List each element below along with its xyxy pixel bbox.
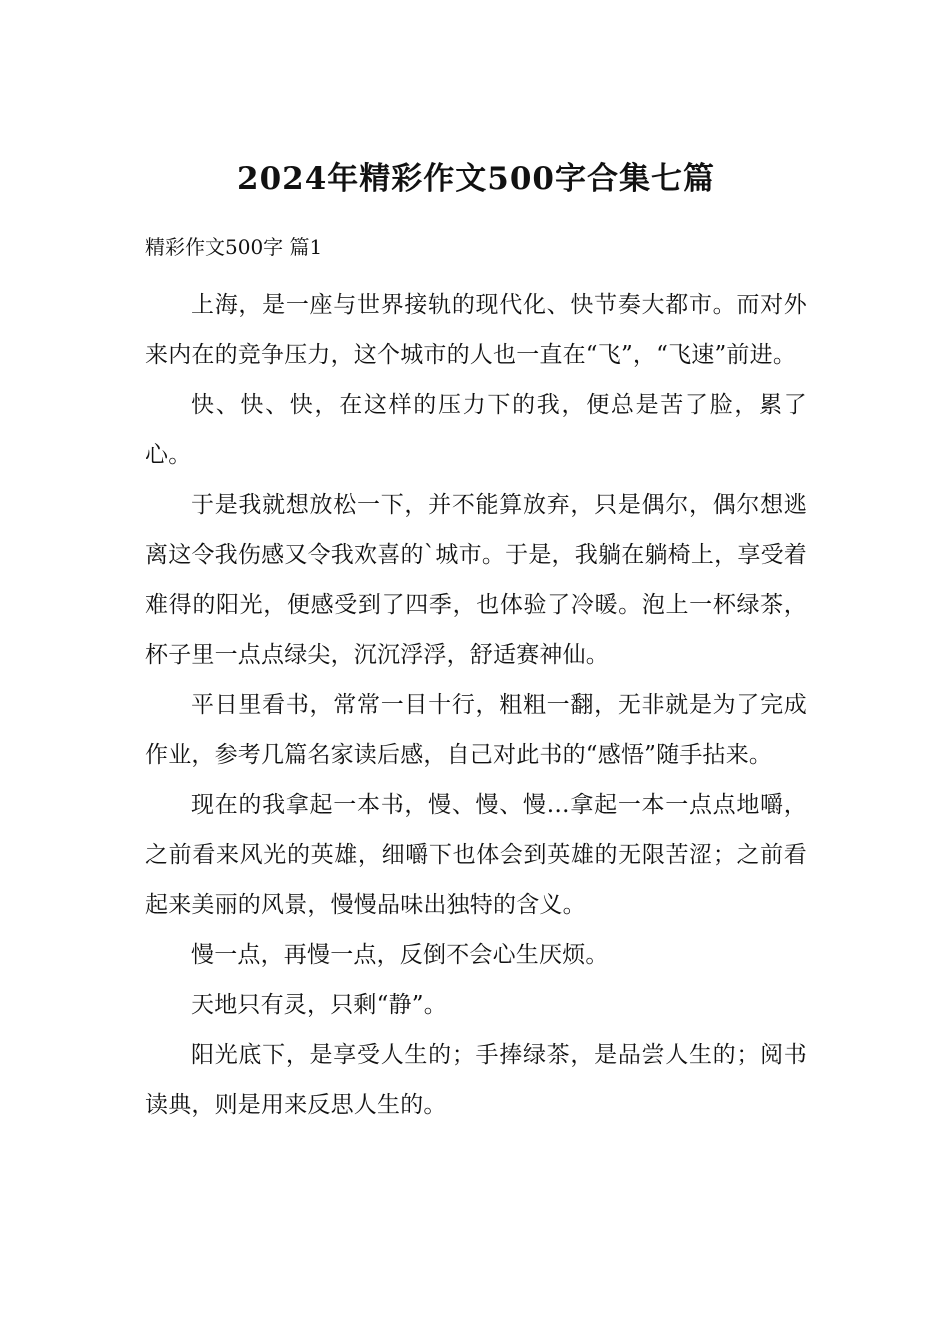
paragraph: 现在的我拿起一本书，慢、慢、慢…拿起一本一点点地嚼，之前看来风光的英雄，细嚼下也体会到英雄的无限苦涩；之前看起来美丽的风景，慢慢品味出独特的含义。: [145, 792, 807, 918]
document-title: 2024年精彩作文500字合集七篇: [237, 160, 715, 197]
paragraph: 慢一点，再慢一点，反倒不会心生厌烦。: [191, 942, 609, 968]
paragraph: 阳光底下，是享受人生的；手捧绿茶，是品尝人生的；阅书读典，则是用来反思人生的。: [145, 1042, 807, 1118]
paragraph: 于是我就想放松一下，并不能算放弃，只是偶尔，偶尔想逃离这令我伤感又令我欢喜的`城市。于是，我躺在躺椅上，享受着难得的阳光，便感受到了四季，也体验了冷暖。泡上一杯绿茶，杯子里一点点绿尖，沉沉浮浮，舒适赛神仙。: [145, 492, 807, 668]
paragraph: 天地只有灵，只剩“静”。: [191, 992, 447, 1018]
paragraph: 平日里看书，常常一目十行，粗粗一翻，无非就是为了完成作业，参考几篇名家读后感，自己对此书的“感悟”随手拈来。: [145, 692, 807, 768]
paragraph: 快、快、快，在这样的压力下的我，便总是苦了脸，累了心。: [145, 392, 807, 468]
paragraph: 上海，是一座与世界接轨的现代化、快节奏大都市。而对外来内在的竞争压力，这个城市的人也一直在“飞”，“飞速”前进。: [145, 292, 807, 368]
document-page: [145, 0, 807, 1344]
body-text: [145, 280, 807, 1130]
section-heading: 精彩作文500字 篇1: [145, 235, 323, 259]
